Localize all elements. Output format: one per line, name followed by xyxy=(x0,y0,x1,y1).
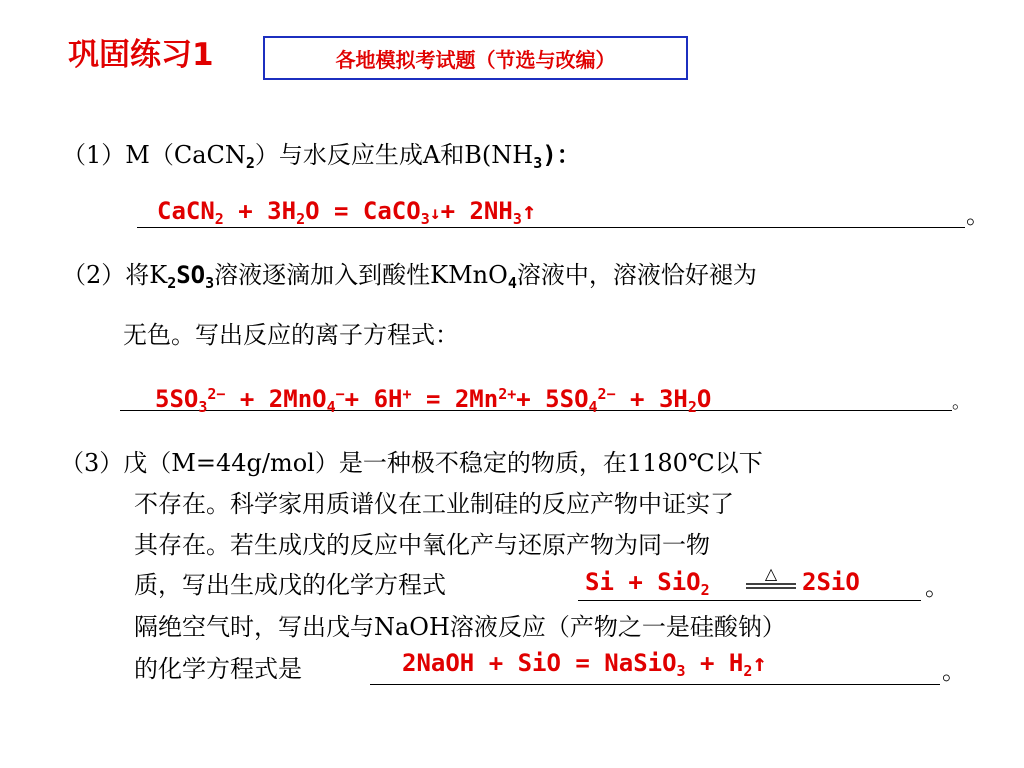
source-tag: 各地模拟考试题（节选与改编） xyxy=(263,36,688,80)
q1-text: （1）M（CaCN$_2$）与水反应生成A和$B(NH_3)$： xyxy=(62,141,581,172)
q1-period: 。 xyxy=(966,201,990,229)
q3-line3: 其存在。若生成戊的反应中氧化产与还原产物为同一物 xyxy=(134,531,710,559)
q3-answer2: 2NaOH + SiO = NaSiO$_3$ + $H_2↑$ xyxy=(402,649,767,680)
svg-text:△: △ xyxy=(764,566,778,583)
q2-answer: $5SO_3^{2-} + 2MnO_4^-+ 6H^+ = 2Mn^{2+}+ 5SO_4^{2-} + 3H_2O$ xyxy=(155,385,712,416)
q3-period1: 。 xyxy=(925,573,949,601)
q3-period2: 。 xyxy=(942,657,966,685)
heat-condition-icon xyxy=(742,566,800,592)
page-title: 巩固练习1 xyxy=(68,37,214,73)
q3-answer1-lhs: Si + SiO$_2$ xyxy=(585,568,710,599)
q2-period: 。 xyxy=(952,392,970,413)
q3-line6: 的化学方程式是 xyxy=(134,655,302,683)
q3-line4: 质，写出生成戊的化学方程式 xyxy=(134,571,446,599)
q3-line5: 隔绝空气时，写出戊与NaOH溶液反应（产物之一是硅酸钠） xyxy=(134,613,786,641)
q3-line2: 不存在。科学家用质谱仪在工业制硅的反应产物中证实了 xyxy=(134,490,734,518)
q2-line1: （2）将$K_2SO_3$溶液逐滴加入到酸性KMnO$_4$溶液中，溶液恰好褪为 xyxy=(62,261,757,292)
q3-line1: （3）戊（M=44g/mol）是一种极不稳定的物质，在1180℃以下 xyxy=(60,449,763,477)
gas-arrow-icon: ↑ xyxy=(521,197,537,225)
q3-answer1-rhs: 2SiO xyxy=(802,568,860,596)
q2-line2: 无色。写出反应的离子方程式： xyxy=(123,321,459,349)
gas-arrow-icon: ↑ xyxy=(752,649,767,677)
q1-answer: CaCN$_2$ + $3H_2O$ = CaCO$_3$↓+ $2NH_3↑$ xyxy=(157,197,537,228)
